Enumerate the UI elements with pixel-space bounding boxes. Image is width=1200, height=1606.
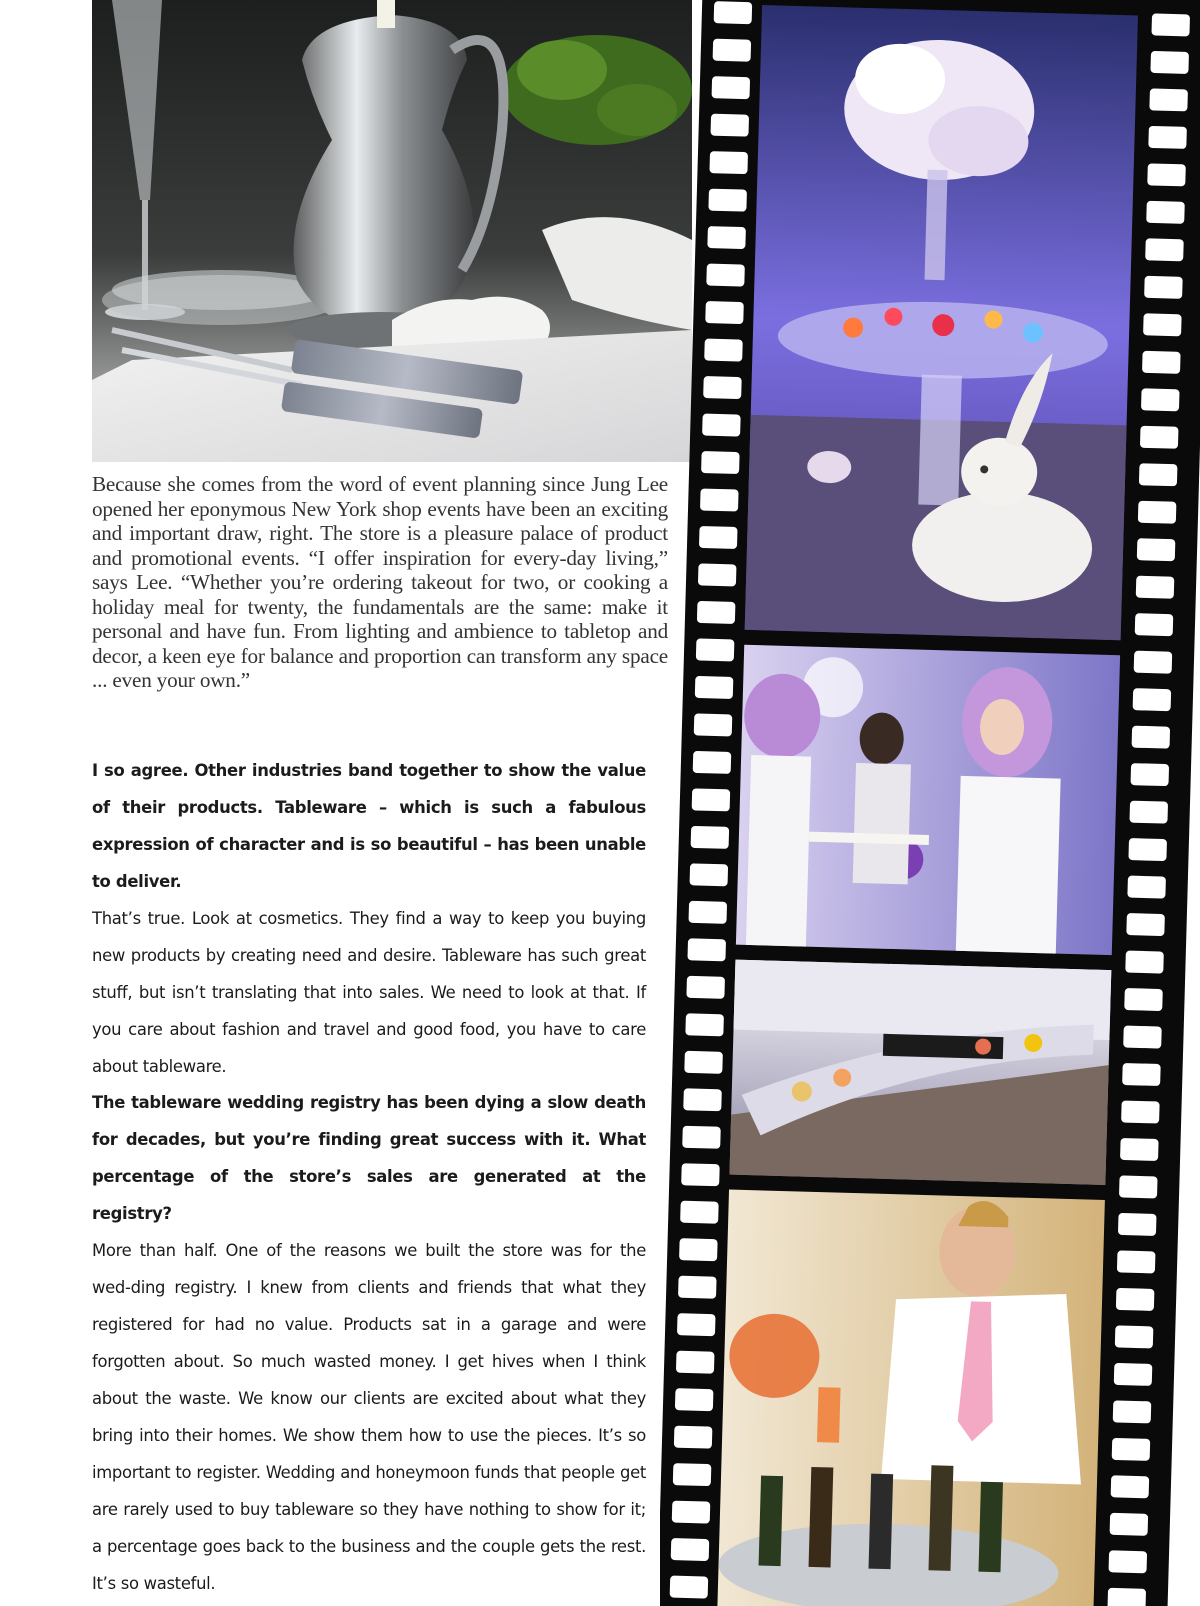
sprocket-hole <box>1107 1588 1146 1606</box>
qa-section-2 <box>92 1084 646 1602</box>
sprocket-hole <box>674 1426 713 1449</box>
sprocket-hole <box>1140 426 1179 449</box>
sprocket-hole <box>1144 276 1183 299</box>
sprocket-hole <box>1134 651 1173 674</box>
interview-answer: That’s true. Look at cosmetics. They find a way to keep you buying new products by creating need and desire. Tableware has such great stuff, but isn’t translating that into sales. We need to look at that. If you care about fashion and travel and good food, you have to care about tableware. <box>92 909 646 1076</box>
sprocket-hole <box>1145 238 1184 261</box>
sprocket-hole <box>707 226 746 249</box>
sprocket-hole <box>696 638 735 661</box>
sprocket-hole <box>1128 838 1167 861</box>
sprocket-hole <box>699 526 738 549</box>
sprocket-hole <box>682 1126 721 1149</box>
sprocket-hole <box>694 713 733 736</box>
sprocket-hole <box>708 189 747 212</box>
sprocket-hole <box>1146 201 1185 224</box>
sprocket-hole <box>1148 126 1187 149</box>
sprocket-hole <box>1111 1475 1150 1498</box>
event-photo-bartender <box>717 1190 1105 1606</box>
sprocket-hole <box>685 1013 724 1036</box>
sprocket-hole <box>698 563 737 586</box>
sprocket-hole <box>705 301 744 324</box>
sprocket-hole <box>1141 388 1180 411</box>
sprocket-hole <box>679 1238 718 1261</box>
sprocket-hole <box>1149 88 1188 111</box>
interview-answer: More than half. One of the reasons we built the store was for the wed-ding registry. I knew from clients and friends that what they registered for had no value. Products sat in a garage and were forgotten about. So much wasted money. I get hives when I think about the waste. We know our clients are excited about what they bring into their homes. We show them how to use the pieces. It’s so important to register. Wedding and honeymoon funds that people get are rarely used to buy tableware so they have nothing to show for it; a percentage goes back to the business and the couple gets the rest. It’s so wasteful. <box>92 1241 646 1593</box>
sprocket-hole <box>1139 463 1178 486</box>
sprocket-hole <box>704 339 743 362</box>
intro-paragraph: Because she comes from the word of event planning since Jung Lee opened her eponymous New York shop events have been an exciting and important draw, right. The store is a pleasure palace of product and promotional events. “I offer inspiration for every-day living,” says Lee. “Whether you’re ordering takeout for two, or cooking a holiday meal for twenty, the fundamentals are the same: make it personal and have fun. From lighting and ambience to tabletop and decor, a keen eye for balance and proportion can transform any space ... even your own.” <box>92 472 668 692</box>
sprocket-hole <box>683 1088 722 1111</box>
sprocket-hole <box>709 151 748 174</box>
sprocket-hole <box>1147 163 1186 186</box>
sprocket-hole <box>684 1051 723 1074</box>
sprocket-hole <box>676 1351 715 1374</box>
sprocket-hole <box>1124 988 1163 1011</box>
sprocket-hole <box>681 1163 720 1186</box>
interview-question: I so agree. Other industries band together to show the value of their products. Tableware – which is such a fabulous expression of character and is so beautiful – has been unable to deliver. <box>92 761 646 891</box>
sprocket-hole <box>1125 951 1164 974</box>
sprocket-hole <box>1136 576 1175 599</box>
sprocket-hole <box>1135 613 1174 636</box>
sprocket-hole <box>693 751 732 774</box>
sprocket-hole <box>713 39 752 62</box>
film-strip <box>660 0 1200 1606</box>
sprocket-hole <box>671 1538 710 1561</box>
sprocket-hole <box>1122 1063 1161 1086</box>
sprocket-hole <box>687 938 726 961</box>
sprocket-hole <box>1113 1400 1152 1423</box>
sprocket-hole <box>1129 801 1168 824</box>
sprocket-hole <box>710 114 749 137</box>
sprocket-hole <box>678 1276 717 1299</box>
sprocket-hole <box>712 76 751 99</box>
sprocket-hole <box>714 1 753 24</box>
sprocket-hole <box>1120 1138 1159 1161</box>
sprocket-hole <box>675 1388 714 1411</box>
sprocket-hole <box>1116 1288 1155 1311</box>
sprocket-hole <box>1117 1250 1156 1273</box>
sprocket-hole <box>680 1201 719 1224</box>
sprocket-hole <box>695 676 734 699</box>
sprocket-hole <box>1133 688 1172 711</box>
sprocket-hole <box>677 1313 716 1336</box>
sprocket-hole <box>1112 1438 1151 1461</box>
sprocket-hole <box>1151 13 1190 36</box>
sprocket-hole <box>702 414 741 437</box>
sprocket-hole <box>1126 913 1165 936</box>
sprocket-hole <box>1132 726 1171 749</box>
sprocket-hole <box>701 451 740 474</box>
sprocket-hole <box>1150 51 1189 74</box>
sprocket-hole <box>688 901 727 924</box>
sprocket-hole <box>1119 1175 1158 1198</box>
sprocket-hole <box>1130 763 1169 786</box>
sprocket-hole <box>1137 538 1176 561</box>
sprocket-hole <box>706 264 745 287</box>
sprocket-hole <box>697 601 736 624</box>
sprocket-hole <box>1121 1100 1160 1123</box>
sprocket-hole <box>1123 1025 1162 1048</box>
sprocket-hole <box>692 788 731 811</box>
sprocket-hole <box>1109 1550 1148 1573</box>
qa-section-1 <box>92 752 646 1085</box>
tableware-photo <box>92 0 692 462</box>
sprocket-hole <box>1114 1363 1153 1386</box>
event-photo-orchid-table <box>745 5 1138 640</box>
sprocket-hole <box>1127 876 1166 899</box>
sprocket-hole <box>1110 1513 1149 1536</box>
sprocket-hole <box>1118 1213 1157 1236</box>
sprocket-hole <box>1115 1325 1154 1348</box>
sprocket-hole <box>1142 351 1181 374</box>
event-photo-party-guests <box>736 645 1120 955</box>
sprocket-hole <box>673 1463 712 1486</box>
sprocket-hole <box>703 376 742 399</box>
interview-question: The tableware wedding registry has been dying a slow death for decades, but you’re finding great success with it. What percentage of the store’s sales are generated at the registry? <box>92 1093 646 1223</box>
sprocket-hole <box>670 1576 709 1599</box>
event-photo-store-buffet <box>729 960 1111 1185</box>
sprocket-hole <box>672 1501 711 1524</box>
sprocket-hole <box>691 826 730 849</box>
sprocket-hole <box>686 976 725 999</box>
sprocket-hole <box>1143 313 1182 336</box>
sprocket-hole <box>700 488 739 511</box>
sprocket-hole <box>1138 501 1177 524</box>
sprocket-hole <box>690 863 729 886</box>
